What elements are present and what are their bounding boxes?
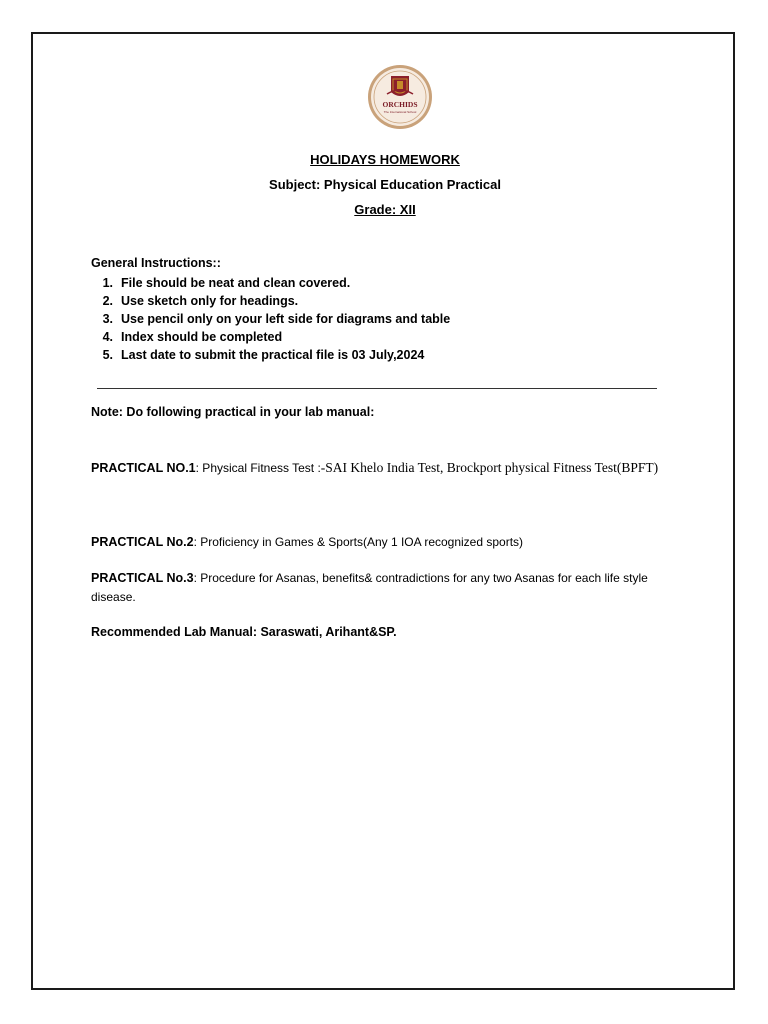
subject-line: Subject: Physical Education Practical [269, 177, 501, 192]
instruction-item: 4. Index should be completed [102, 330, 283, 344]
instruction-item: 2. Use sketch only for headings. [102, 294, 299, 308]
instruction-item: 3. Use pencil only on your left side for diagrams and table [102, 312, 451, 326]
instruction-item: 5. Last date to submit the practical file is 03 July,2024 [102, 348, 425, 362]
recommended-lab-manual: Recommended Lab Manual: Saraswati, Arihant&SP. [91, 625, 397, 639]
practical-3-label: PRACTICAL No.3 [91, 571, 194, 585]
practical-1-serif-text: -SAI Khelo India Test, Brockport physical Fitness Test(BPFT) [320, 460, 659, 475]
instructions-heading: General Instructions:: [91, 256, 221, 270]
practical-1 [91, 458, 681, 478]
homework-page [31, 32, 735, 990]
practical-3 [91, 569, 681, 607]
note-text: Note: Do following practical in your lab manual: [91, 405, 375, 419]
practical-3-text: : Procedure for Asanas, benefits& contradictions for any two Asanas for each life style disease. [91, 571, 648, 604]
svg-text:ORCHIDS: ORCHIDS [382, 100, 418, 109]
practical-1-text: : Physical Fitness Test : [195, 461, 321, 475]
page-title: HOLIDAYS HOMEWORK [310, 152, 460, 167]
logo-emblem [367, 64, 433, 130]
practical-2-text: : Proficiency in Games & Sports(Any 1 IOA recognized sports) [193, 535, 524, 549]
instruction-item: 1. File should be neat and clean covered. [102, 276, 351, 290]
practical-2 [91, 533, 681, 552]
orchids-school-logo [367, 64, 433, 130]
svg-text:The International School: The International School [383, 110, 417, 114]
divider-line [97, 388, 657, 389]
grade-line: Grade: XII [354, 202, 416, 217]
instructions-list [91, 274, 450, 364]
practical-2-label: PRACTICAL No.2 [91, 535, 194, 549]
practical-1-label: PRACTICAL NO.1 [91, 461, 196, 475]
